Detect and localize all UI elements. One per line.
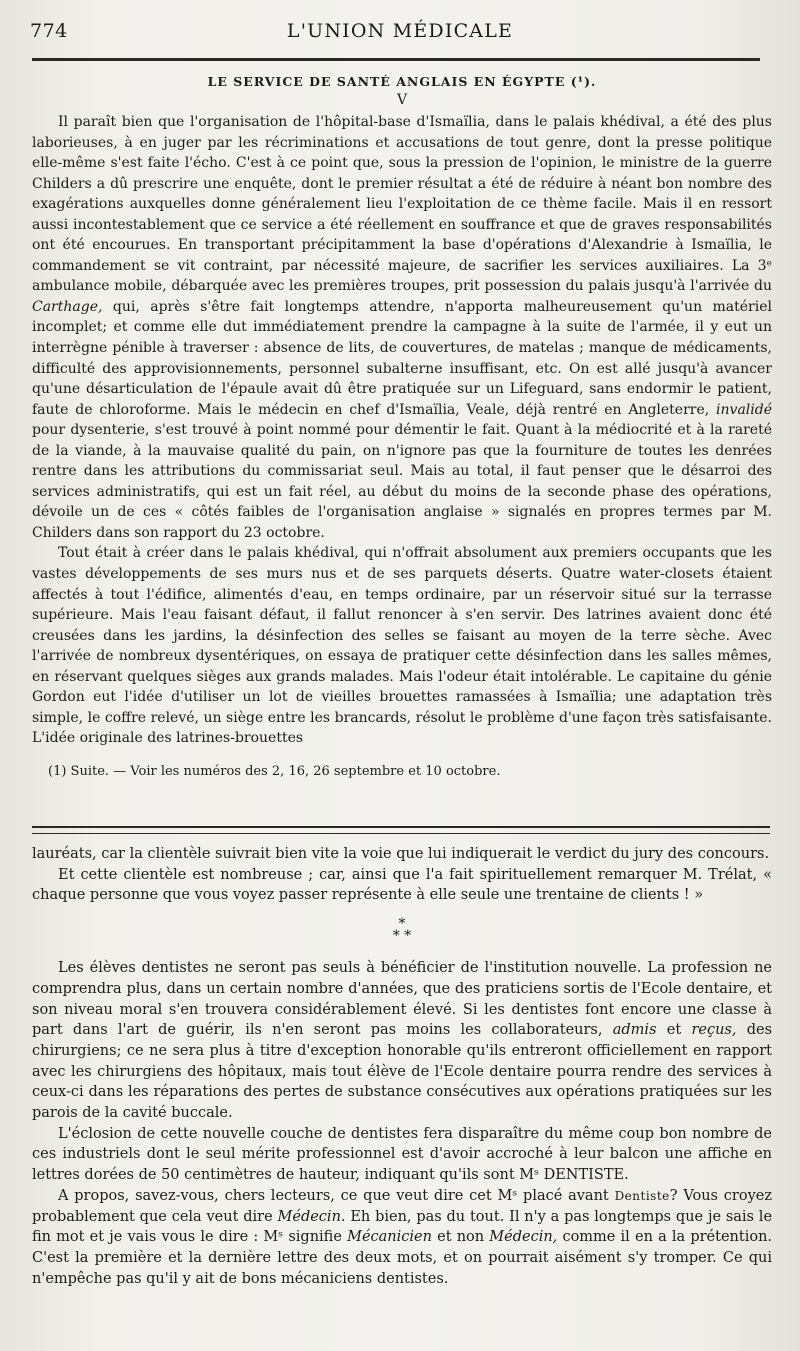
article-title	[32, 74, 772, 89]
paragraph-5-text-e: comme il en a la prétention. C'est la première et la dernière lettre des deux mots, et on pourrait aisément s'y tromper. Ce qui n'empêche pas qu'il y ait de bons mécaniciens dentistes.	[32, 1229, 773, 1287]
section-numeral: V	[396, 92, 408, 108]
header-rule	[32, 58, 760, 61]
word-et: et	[666, 1022, 682, 1039]
paragraph-1-text-a: Il paraît bien que l'organisation de l'hôpital-base d'Ismaïlia, dans le palais khédival, a été des plus laborieuses, à en juger par les récriminations et accusations de tout genre, dont la presse politique elle-même s'est faite l'écho. C'est à ce point que, sous la pression de l'opinion, le ministre de la guerre Childers a dû prescrire une enquête, dont le premier résultat a été de réduire à néant bon nombre des exagérations auxquelles donne généralement lieu l'exploitation de ce thème facile. Mais il en ressort aussi incontestablement que ce service a été réellement en souffrance et que de graves responsabilités ont été encourues. En transportant précipitamment la base d'opérations d'Alexandrie à Ismaïlia, le commandement se vit contraint, par nécessité majeure, de sacrifier les services auxiliaires. La 3ᵉ ambulance mobile, débarquée avec les premières troupes, prit possession du palais jusqu'à l'arrivée du	[32, 114, 772, 295]
article-paragraph-1	[32, 112, 772, 543]
article-title-text: LE SERVICE DE SANTÉ ANGLAIS EN ÉGYPTE	[207, 74, 566, 89]
paragraph-5-text-a: A propos, savez-vous, chers lecteurs, ce que veut dire cet Mˢ placé avant	[58, 1187, 609, 1204]
lower-paragraph-4: L'éclosion de cette nouvelle couche de dentistes fera disparaître du même coup bon nombre de ces industriels dont le seul mérite professionnel est d'avoir accroché à leur balcon une affiche en lettres dorées de 50 centimètres de hauteur, indiquant qu'ils sont Mˢ DENTISTE.	[32, 1125, 772, 1184]
article-footnote-ref: (¹).	[570, 74, 597, 89]
lower-paragraph-3	[32, 958, 772, 1124]
word-medecin: Médecin.	[277, 1208, 346, 1225]
ship-name-carthage: Carthage,	[32, 298, 103, 315]
running-head	[0, 18, 800, 48]
lower-paragraph-1: lauréats, car la clientèle suivrait bien vite la voie que lui indiquerait le verdict du jury des concours.	[32, 846, 770, 862]
paragraph-5-text-c: Eh bien, pas du tout. Il n'y a pas longtemps que je sais le fin mot et je vais vous le dire : Mˢ signifie	[32, 1208, 773, 1246]
lower-paragraph-2: Et cette clientèle est nombreuse ; car, ainsi que l'a fait spirituellement remarquer M. Trélat, « chaque personne que vous voyez passer représente à elle seule une trentaine de clients ! »	[32, 866, 772, 904]
word-medecin-2: Médecin,	[489, 1229, 558, 1246]
word-invalide: invalidé	[716, 401, 772, 418]
word-recus: reçus,	[691, 1022, 737, 1039]
paragraph-3-text-a: Les élèves dentistes ne seront pas seuls à bénéficier de l'institution nouvelle. La profession ne comprendra plus, dans un certain nombre d'années, que des praticiens sortis de l'Ecole dentaire, et son niveau moral s'en trouvera considérablement élevé. Si les dentistes font encore une classe à part dans l'art de guérir, ils n'en seront pas moins les collaborateurs,	[32, 960, 772, 1039]
lower-section	[32, 844, 772, 1289]
article-footnote: (1) Suite. — Voir les numéros des 2, 16, 26 septembre et 10 octobre.	[48, 763, 501, 779]
paragraph-1-text-c: pour dysenterie, s'est trouvé à point nommé pour démentir le fait. Quant à la médiocrité et à la rareté de la viande, à la mauvaise qualité du pain, on n'ignore pas que la fourniture de toutes les denrées rentre dans les attributions du commissariat seul. Mais au total, il faut penser que le désarroi des services administratifs, qui est un fait réel, au début du moins de la seconde phase des opérations, dévoile un de ces « côtés faibles de l'organisation anglaise » signalés en propres termes par M. Childers dans son rapport du 23 octobre.	[32, 422, 772, 541]
asterism	[32, 916, 772, 945]
section-divider	[32, 826, 770, 834]
paragraph-5-text-b: ? Vous croyez probablement que cela veut dire	[32, 1187, 772, 1225]
article-paragraph-2: Tout était à créer dans le palais khédival, qui n'offrait absolument aux premiers occupants que les vastes développements de ses murs nus et de ses parquets déserts. Quatre water-closets étaient affectés à tout l'édifice, alimentés d'eau, en temps ordinaire, par un réservoir situé sur la terrasse supérieure. Mais l'eau faisant défaut, il fallut renoncer à s'en servir. Des latrines avaient donc été creusées dans les jardins, la désinfection des selles se faisant au moyen de la terre sèche. Avec l'arrivée de nombreux dysentériques, on essaya de pratiquer cette désinfection dans les salles mêmes, en réservant quelques sièges aux grands malades. Mais l'odeur était intolérable. Le capitaine du génie Gordon eut l'idée d'utiliser un lot de vieilles brouettes ramassées à Ismaïlia; une adaptation très simple, le coffre relevé, un siège entre les brancards, résolut le problème d'une façon très satisfaisante. L'idée originale des latrines-brouettes	[32, 545, 772, 747]
journal-title: L'UNION MÉDICALE	[286, 20, 514, 42]
asterism-bottom: * *	[392, 928, 412, 945]
paragraph-1-text-b: qui, après s'être fait longtemps attendre, n'apporta malheureusement qu'un matériel incomplet; et comme elle dut immédiatement prendre la campagne à la suite de l'armée, il y eut un interrègne pénible à traverser : absence de lits, de couvertures, de matelas ; manque de médicaments, difficulté des approvisionnements, personnel subalterne insuffisant, etc. On est allé jusqu'à avancer qu'une désarticulation de l'épaule avait dû être pratiquée sur un Lifeguard, sans endormir le patient, faute de chloroforme. Mais le médecin en chef d'Ismaïlia, Veale, déjà rentré en Angleterre,	[32, 298, 772, 418]
word-admis: admis	[612, 1022, 657, 1039]
paragraph-3-text-b: des chirurgiens; ce ne sera plus à titre d'exception honorable qu'ils entreront officiellement en rapport avec les chirurgiens des hôpitaux, mais tout élève de l'Ecole dentaire pourra rendre des services à ceux-ci dans les réparations des pertes de substance consécutives aux opérations pratiquées sur les parois de la cavité buccale.	[32, 1022, 773, 1122]
word-mecanicien: Mécanicien	[347, 1229, 432, 1246]
asterism-top: *	[398, 916, 406, 933]
page-number: 774	[30, 20, 68, 42]
paragraph-5-text-d: et non	[437, 1229, 485, 1246]
word-dentiste: Dentiste	[614, 1188, 670, 1203]
lower-paragraph-5	[32, 1186, 772, 1290]
article-section	[32, 74, 772, 781]
